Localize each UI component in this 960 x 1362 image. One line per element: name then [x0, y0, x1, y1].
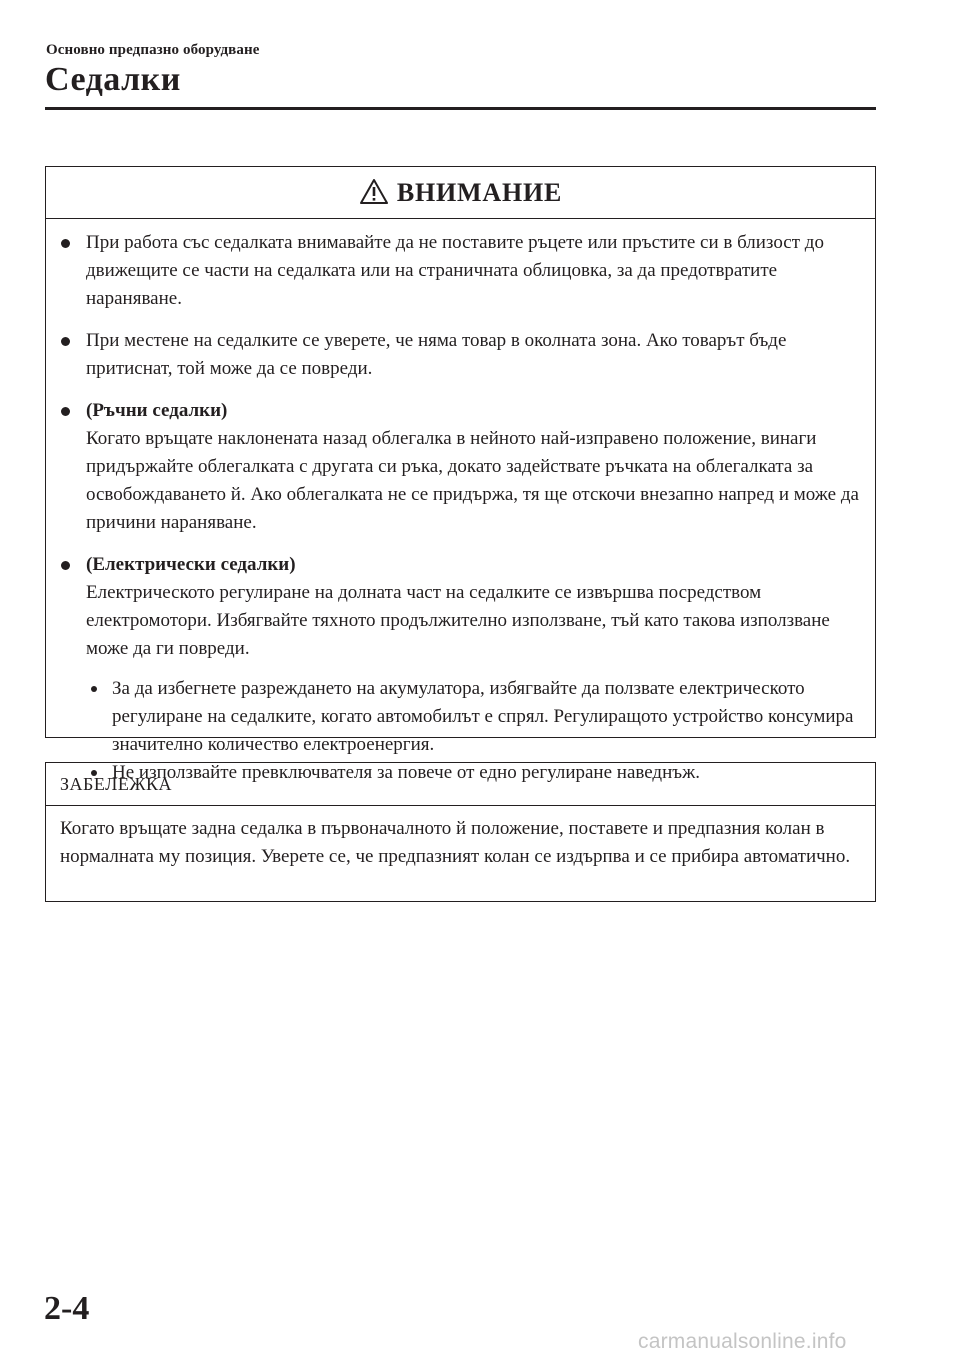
warning-item-text: Електрическото регулиране на долната част на седалките се извършва посредством електромотори. Избягвайте тяхното продължително използване, тъй като такова използване може да ги повреди. [86, 582, 830, 659]
warning-sub-item-text: Не използвайте превключвателя за повече от едно регулиране наведнъж. [112, 762, 700, 783]
section-label: Основно предпазно оборудване [46, 42, 260, 58]
page-title: Седалки [45, 61, 181, 98]
warning-item-heading: (Електрически седалки) [86, 554, 296, 575]
note-text: Когато връщате задна седалка в първоначалното й положение, поставете и предпазния колан в нормалната му позиция. Уверете се, че предпазният колан се издърпва и се прибира автоматично. [60, 818, 851, 867]
warning-item-heading: (Ръчни седалки) [86, 400, 228, 421]
warning-item [60, 327, 865, 383]
warning-item-text: При работа със седалката внимавайте да не поставите ръцете или пръстите си в близост до движещите се части на седалката или на страничната облицовка, за да предотвратите нараняване. [86, 232, 824, 309]
warning-item [60, 551, 865, 787]
note-header: ЗАБЕЛЕЖКА [46, 763, 875, 806]
bullet-icon [61, 337, 70, 346]
warning-item-text: Когато връщате наклонената назад облегалка в нейното най-изправено положение, винаги придържайте облегалката с другата си ръка, докато задействате ръчката на облегалката за освобождаването й. Ако облегалката не се придържа, тя ще отскочи внезапно напред и може да причини нараняване. [86, 428, 859, 533]
sub-bullet-icon [91, 686, 97, 692]
warning-item [60, 229, 865, 313]
warning-header [46, 167, 875, 219]
bullet-icon [61, 239, 70, 248]
warning-item-text: При местене на седалките се уверете, че няма товар в околната зона. Ако товарът бъде притиснат, той може да се повреди. [86, 330, 787, 379]
warning-sub-item [86, 675, 865, 759]
warning-triangle-icon [359, 178, 389, 205]
warning-title: ВНИМАНИЕ [396, 177, 563, 207]
bullet-icon [61, 561, 70, 570]
page-number: 2-4 [44, 1290, 90, 1327]
warning-sub-item-text: За да избегнете разреждането на акумулатора, избягвайте да ползвате електрическото регулиране на седалките, когато автомобилът е спрял. Регулиращото устройство консумира значително количество електроенергия. [112, 678, 854, 755]
watermark: carmanualsonline.info [638, 1330, 847, 1353]
warning-box [45, 166, 876, 783]
note-box [45, 762, 876, 902]
title-divider [45, 107, 876, 110]
warning-item [60, 397, 865, 537]
warning-body [46, 219, 875, 787]
bullet-icon [61, 407, 70, 416]
